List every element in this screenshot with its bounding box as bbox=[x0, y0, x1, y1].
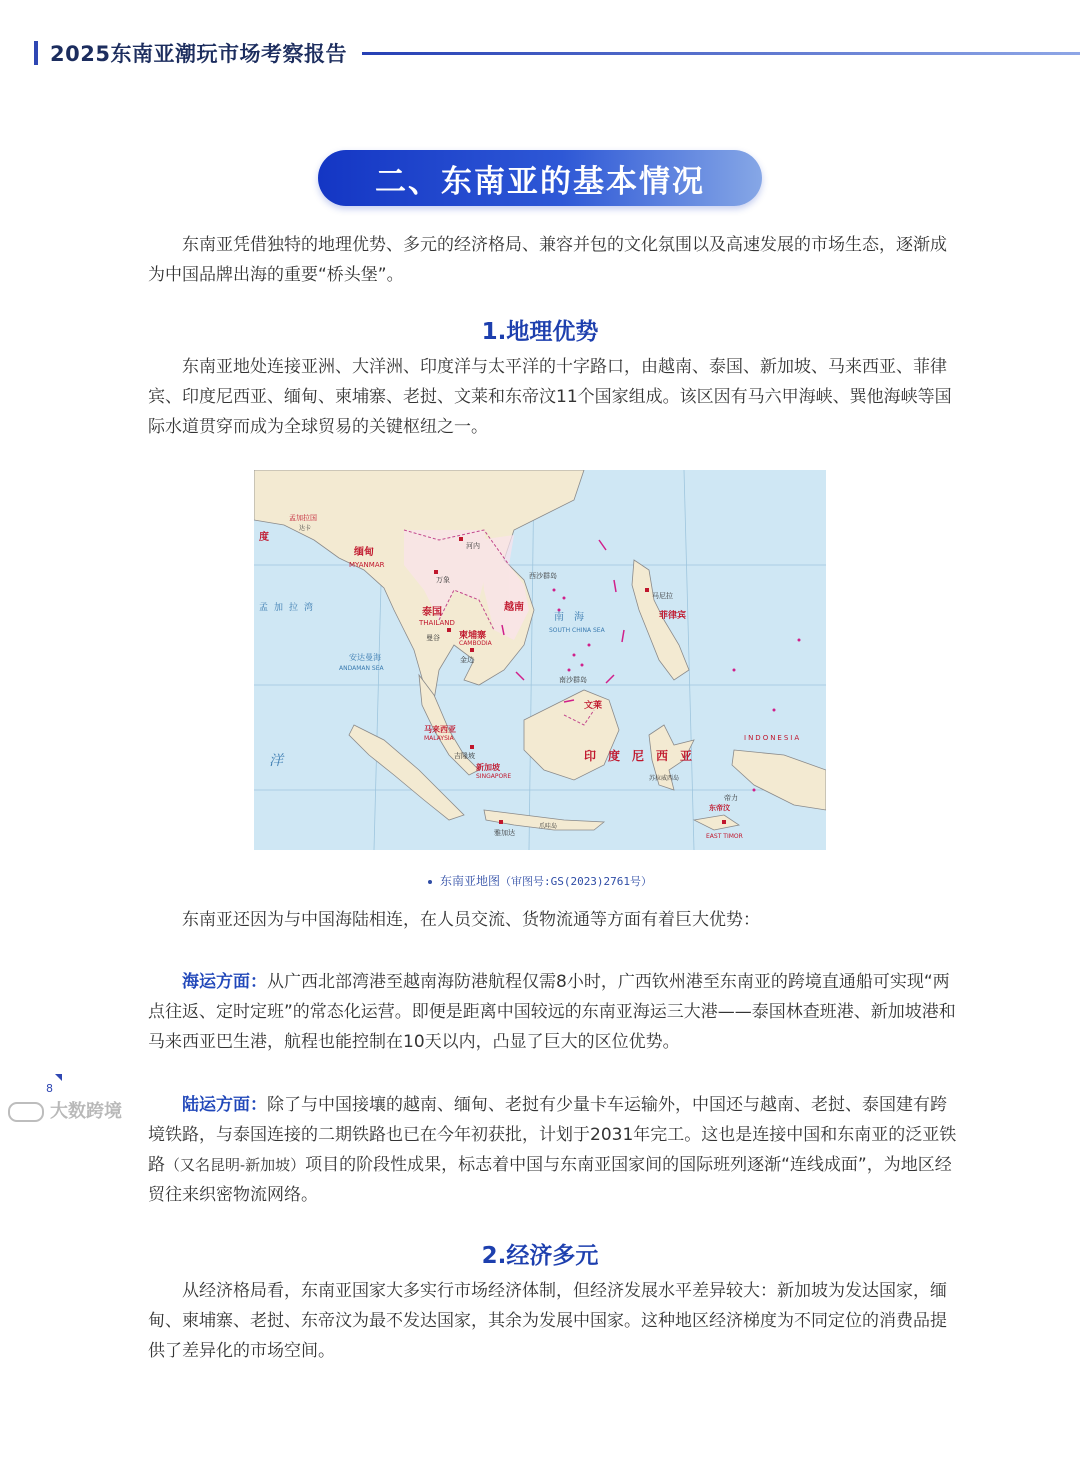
label-phnom-penh: 金边 bbox=[460, 656, 474, 664]
geo-paragraph: 东南亚地处连接亚洲、大洋洲、印度洋与太平洋的十字路口，由越南、泰国、新加坡、马来西亚、菲律宾、印度尼西亚、缅甸、柬埔寨、老挝、文莱和东帝汶11个国家组成。该区因有马六甲海峡、巽他海峡等国际水道贯穿而成为全球贸易的关键枢纽之一。 bbox=[148, 357, 952, 437]
label-kuala-lumpur: 吉隆坡 bbox=[454, 752, 475, 760]
caption-approval-code: （审图号:GS(2023)2761号） bbox=[499, 875, 653, 888]
land-transport-text-end: 项目的阶段性成果，标志着中国与东南亚国家间的国际班列逐渐“连线成面”，为地区经贸往来织密物流网络。 bbox=[148, 1155, 952, 1205]
label-andaman-sea: 安达曼海 bbox=[349, 653, 381, 662]
label-thailand-en: THAILAND bbox=[419, 619, 455, 627]
label-jakarta: 雅加达 bbox=[494, 829, 515, 837]
section-title-banner bbox=[318, 150, 762, 206]
map-graphic bbox=[254, 470, 826, 850]
label-india: 度 bbox=[259, 532, 269, 543]
map-land bbox=[254, 470, 826, 830]
land-transport-paragraph bbox=[148, 1090, 960, 1210]
southeast-asia-map bbox=[254, 470, 826, 850]
page-corner-mark bbox=[55, 1074, 62, 1081]
label-malaysia: 马来西亚 bbox=[424, 725, 456, 734]
label-dili: 帝力 bbox=[724, 794, 738, 802]
land-transport-text: 除了与中国接壤的越南、缅甸、老挝有少量卡车运输外，中国还与越南、老挝、泰国建有跨境铁路，与泰国连接的二期铁路也已在今年初获批，计划于2031年完工。这也是连接中国和东南亚的泛亚铁路 bbox=[148, 1095, 957, 1175]
header-accent-bar bbox=[34, 41, 38, 65]
label-myanmar-en: MYANMAR bbox=[349, 561, 385, 569]
label-brunei: 文莱 bbox=[584, 701, 603, 711]
econ-heading: 2.经济多元 bbox=[481, 1243, 599, 1269]
label-vientiane: 万象 bbox=[436, 576, 450, 584]
section-title: 二、东南亚的基本情况 bbox=[375, 163, 705, 200]
label-indonesia: 印度尼西亚 bbox=[584, 749, 705, 763]
econ-paragraph: 从经济格局看，东南亚国家大多实行市场经济体制，但经济发展水平差异较大：新加坡为发达国家，缅甸、柬埔寨、老挝、东帝汶为最不发达国家，其余为发展中国家。这种地区经济梯度为不同定位的消费品提供了差异化的市场空间。 bbox=[148, 1281, 947, 1361]
caption-title: 东南亚地图 bbox=[439, 874, 500, 888]
intro-paragraph: 东南亚凭借独特的地理优势、多元的经济格局、兼容并包的文化氛围以及高速发展的市场生态，逐渐成为中国品牌出海的重要“桥头堡”。 bbox=[148, 235, 947, 285]
label-manila: 马尼拉 bbox=[652, 592, 673, 600]
label-xisha: 西沙群岛 bbox=[529, 572, 557, 580]
label-bangladesh: 孟加拉国 bbox=[289, 514, 317, 522]
label-myanmar: 缅甸 bbox=[354, 547, 374, 558]
label-singapore-en: SINGAPORE bbox=[476, 773, 512, 780]
geo-heading: 1.地理优势 bbox=[481, 319, 599, 345]
label-east-timor-en: EAST TIMOR bbox=[706, 833, 743, 840]
label-south-china-sea-en: SOUTH CHINA SEA bbox=[549, 627, 605, 634]
page-number: 8 bbox=[46, 1082, 53, 1095]
label-hanoi: 河内 bbox=[466, 542, 480, 550]
label-andaman-sea-en: ANDAMAN SEA bbox=[339, 665, 384, 672]
sea-transport-paragraph bbox=[148, 967, 960, 1057]
label-malaysia-en: MALAYSIA bbox=[424, 735, 454, 742]
label-singapore: 新加坡 bbox=[476, 763, 500, 772]
label-vietnam: 越南 bbox=[504, 602, 524, 613]
connect-paragraph: 东南亚还因为与中国海陆相连，在人员交流、货物流通等方面有着巨大优势： bbox=[182, 910, 760, 930]
label-cambodia: 柬埔寨 bbox=[459, 631, 487, 641]
label-thailand: 泰国 bbox=[422, 607, 442, 618]
sea-transport-text: 从广西北部湾港至越南海防港航程仅需8小时，广西钦州港至东南亚的跨境直通船可实现“两点往返、定时定班”的常态化运营。即便是距离中国较远的东南亚海运三大港——泰国林查班港、新加坡港和马来西亚巴生港，航程也能控制在10天以内，凸显了巨大的区位优势。 bbox=[148, 972, 956, 1052]
label-ocean: 洋 bbox=[269, 753, 283, 769]
label-sulawesi: 苏拉威西岛 bbox=[649, 775, 680, 782]
map-caption bbox=[0, 872, 1080, 889]
label-philippines: 菲律宾 bbox=[659, 611, 687, 621]
watermark bbox=[8, 1097, 122, 1123]
label-nansha: 南沙群岛 bbox=[559, 676, 587, 684]
label-dhaka: 达卡 bbox=[299, 525, 312, 532]
label-indonesia-en: INDONESIA bbox=[744, 734, 802, 742]
caption-bullet bbox=[428, 880, 432, 884]
label-bangkok: 曼谷 bbox=[426, 634, 440, 642]
label-java: 爪哇岛 bbox=[539, 823, 558, 830]
watermark-text: 大数跨境 bbox=[50, 1101, 122, 1122]
page-header bbox=[0, 0, 1080, 110]
label-south-china-sea: 南海 bbox=[554, 612, 594, 623]
label-cambodia-en: CAMBODIA bbox=[459, 640, 492, 647]
label-east-timor: 东帝汶 bbox=[709, 804, 730, 812]
report-title: 2025东南亚潮玩市场考察报告 bbox=[50, 42, 347, 66]
watermark-logo-icon bbox=[8, 1102, 44, 1122]
label-bay-of-bengal: 孟加拉湾 bbox=[259, 603, 320, 613]
land-transport-paren: （又名昆明-新加坡） bbox=[165, 1156, 306, 1174]
sea-transport-label: 海运方面： bbox=[182, 972, 267, 992]
header-divider bbox=[362, 52, 1080, 55]
land-transport-label: 陆运方面： bbox=[182, 1095, 267, 1115]
